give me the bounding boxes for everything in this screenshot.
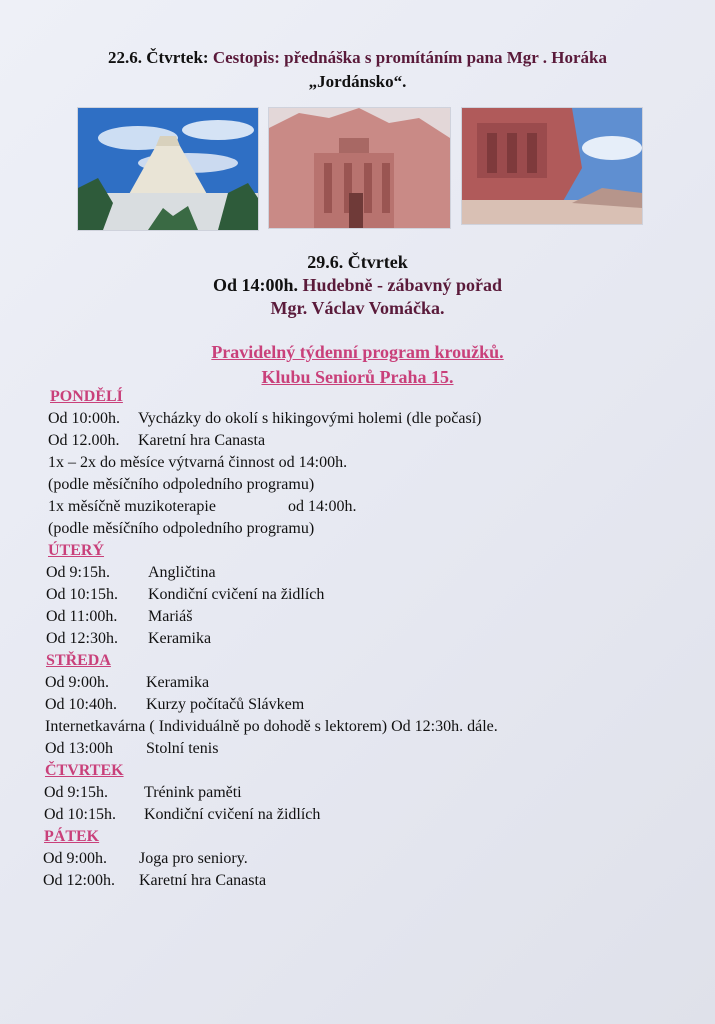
schedule-row: (podle měsíčního odpoledního programu) <box>48 520 315 537</box>
day-heading-thursday: ČTVRTEK <box>45 762 124 779</box>
schedule-row: Od 13:00h Stolní tenis <box>45 740 219 757</box>
schedule-row: Od 9:00h. Keramika <box>45 674 210 691</box>
schedule-row: Od 12:30h. Keramika <box>46 630 212 647</box>
travel-photos <box>0 107 715 231</box>
schedule-row: Od 9:15h. Trénink paměti <box>44 784 242 801</box>
day-heading-wednesday: STŘEDA <box>46 652 111 669</box>
schedule-row: Internetkavárna ( Individuálně po dohodě s lektorem) Od 12:30h. dále. <box>45 718 498 735</box>
schedule-row: Od 10:15h. Kondiční cvičení na židlích <box>46 586 325 603</box>
schedule-row: Od 10:40h. Kurzy počítačů Slávkem <box>45 696 305 713</box>
schedule-row: 1x – 2x do měsíce výtvarná činnost od 14:00h. <box>48 454 348 471</box>
schedule-row: Od 12.00h. Karetní hra Canasta <box>48 432 266 449</box>
day-heading-tuesday: ÚTERÝ <box>48 542 105 559</box>
event2-performer: Mgr. Václav Vomáčka. <box>270 298 445 318</box>
program-title-line1: Pravidelný týdenní program kroužků. <box>211 342 504 362</box>
event1-subtitle: „Jordánsko“. <box>308 72 407 91</box>
schedule-row: Od 10:15h. Kondiční cvičení na židlích <box>44 806 321 823</box>
schedule-row: Od 12:00h. Karetní hra Canasta <box>43 872 267 889</box>
petra-monastery-photo <box>268 107 451 229</box>
program-title <box>0 340 715 390</box>
schedule-row: Od 9:15h. Angličtina <box>46 564 216 581</box>
event1-title: Cestopis: přednáška s promítáním pana Mgr . Horáka <box>212 48 607 67</box>
weekly-schedule <box>44 386 704 892</box>
program-title-line2: Klubu Seniorů Praha 15. <box>261 367 454 387</box>
event1-date: 22.6. Čtvrtek: <box>108 48 209 67</box>
schedule-row: Od 10:00h. Vycházky do okolí s hikingovými holemi (dle počasí) <box>48 410 482 427</box>
event2-date: 29.6. Čtvrtek <box>307 252 408 272</box>
event2-program: Hudebně - zábavný pořad <box>302 275 503 295</box>
day-heading-monday: PONDĚLÍ <box>50 388 123 405</box>
event-29-6 <box>0 251 715 320</box>
event-22-6 <box>0 46 715 94</box>
schedule-row: 1x měsíčně muzikoterapie od 14:00h. <box>48 498 357 515</box>
event2-time: Od 14:00h. <box>212 275 298 295</box>
day-heading-friday: PÁTEK <box>44 828 100 845</box>
petra-tombs-photo <box>461 107 643 225</box>
schedule-row: Od 9:00h. Joga pro seniory. <box>43 850 248 867</box>
pyramid-photo <box>77 107 259 231</box>
schedule-row: (podle měsíčního odpoledního programu) <box>48 476 315 493</box>
schedule-row: Od 11:00h. Mariáš <box>46 608 193 625</box>
